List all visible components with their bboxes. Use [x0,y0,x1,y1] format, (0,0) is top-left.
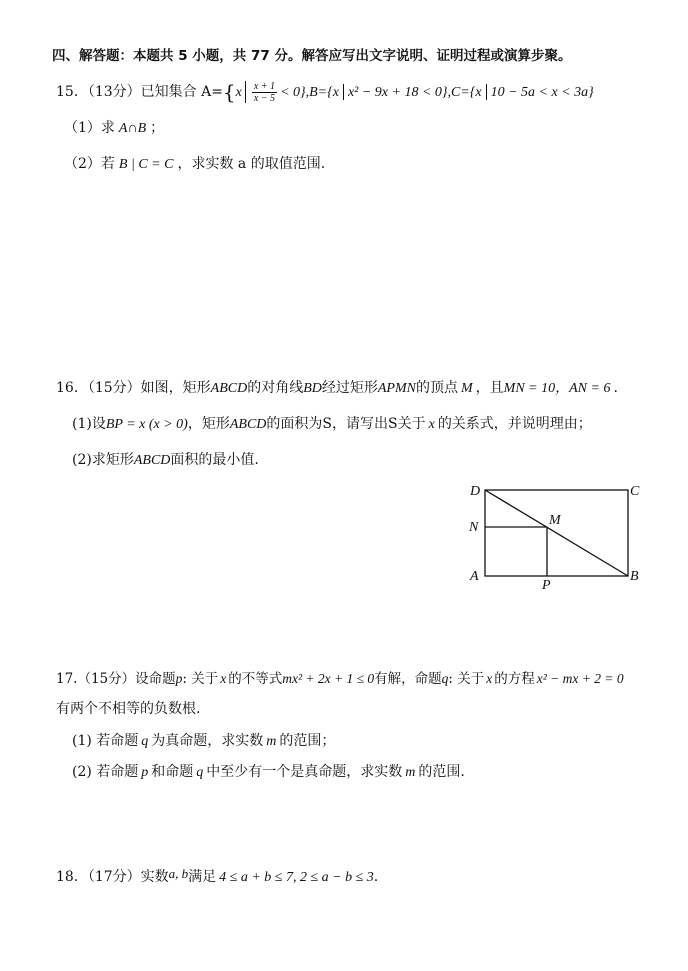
q17-part2-label: (2) 若命题 [72,764,139,780]
q16-abcd: ABCD [229,417,267,432]
q16-text: 的对角线 [247,380,304,396]
q16-text: 面积的最小值. [170,452,259,468]
q16-abcd: ABCD [210,381,248,396]
q17-inequality: mx² + 2x + 1 ≤ 0 [282,671,375,686]
q16-text: ，矩形 [187,416,230,432]
q15-part1-expr: A∩B [118,121,147,136]
q17-m: m [405,765,416,780]
q16-part1-label: (1)设 [72,416,106,432]
q17-part1 [72,731,335,752]
q17-text: 和命题 [151,764,194,780]
label-b: B [630,569,639,584]
q17-q: q [196,765,204,780]
q18-conditions: 4 ≤ a + b ≤ 7, 2 ≤ a − b ≤ 3 [219,870,374,885]
q15-part1-end: ； [150,120,165,136]
brace-open: { [222,80,236,104]
q17-equation: x² − mx + 2 = 0 [536,671,624,686]
q15-intro: 15．（13分）已知集合 A= [56,84,223,100]
frac-denominator: x − 5 [253,92,276,104]
set-bar [245,81,246,103]
q16-text: 的关系式，并说明理由； [437,416,592,432]
q15-part1-label: （1）求 [64,120,115,136]
q16-part2-label: (2)求矩形 [72,452,134,468]
q17-line2: 有两个不相等的负数根. [56,701,201,717]
q17-q: q [441,671,449,686]
q16-m: M [460,381,473,396]
q16-part2 [72,450,259,471]
set-bar [486,84,487,100]
q16-bd: BD [303,381,322,396]
q15-b-set: x² − 9x + 18 < 0},C={ [347,85,476,100]
q17-q: q [141,734,149,749]
q16-apmn: APMN [377,381,416,396]
q16-period: . [613,380,618,396]
q18-statement [56,864,378,888]
rectangle-figure [460,478,650,598]
q17-statement [56,669,624,689]
set-bar [343,84,344,100]
label-n: N [469,520,479,535]
q17-text: : 关于 [182,671,219,687]
q17-p: p [141,765,149,780]
q18-intro: 18．（17分）实数 [56,869,169,885]
q17-part1-label: (1) 若命题 [72,733,139,749]
q16-abcd: ABCD [133,453,171,468]
q17-p: p [175,671,183,686]
q17-x: x [220,671,227,686]
q15-fraction [252,81,277,104]
diagonal-bd [485,490,628,576]
q17-text: : 关于 [448,671,485,687]
q17-text: 有解，命题 [374,671,442,687]
q18-period: . [373,869,379,885]
q17-x: x [486,671,493,686]
q15-part2-expr: B | C = C [118,157,174,172]
label-c: C [630,484,640,499]
q17-text: 的不等式 [228,671,283,687]
q18-text: 满足 [188,869,217,885]
label-m: M [549,513,561,528]
q17-text: 的方程 [494,671,535,687]
q15-statement: 15．（13分）已知集合 A={x $\frac{x + 1}{x - 5}$ < 0},B={x x² − 9x + 18 < 0},C={x 10 − 5a < x < 3a} [56,80,594,104]
q17-intro: 17.（15分）设命题 [56,671,176,687]
q16-x: x [428,417,435,432]
q17-text: 的范围； [279,733,336,749]
label-a: A [470,569,479,584]
q17-text: 中至少有一个是真命题，求实数 [206,764,403,780]
q15-part2 [64,154,325,175]
q17-text: 为真命题，求实数 [151,733,264,749]
q16-text: 经过矩形 [321,380,378,396]
q16-given: MN = 10，AN = 6 [503,381,611,396]
q16-part1 [72,414,592,435]
q17-part2 [72,762,465,783]
section-header: 四、解答题：本题共 5 小题，共 77 分。解答应写出文字说明、证明过程或演算步聚。 [52,48,572,64]
q16-intro: 16．（15分）如图，矩形 [56,380,211,396]
q16-statement [56,378,618,399]
frac-numerator: x + 1 [253,80,276,92]
label-p: P [542,578,551,593]
q17-text: 的范围. [418,764,465,780]
q16-text: 的顶点 [415,380,458,396]
q16-text: ，且 [475,380,504,396]
q18-vars: a, b [168,866,189,881]
q15-part2-text: ，求实数 a 的取值范围. [177,156,326,172]
q15-part1 [64,118,164,139]
q16-part1-expr: BP = x (x > 0) [105,417,188,432]
q16-text: 的面积为S，请写出S关于 [266,416,426,432]
q15-a-tail: < 0},B={ [280,85,333,100]
label-d: D [470,484,481,499]
q15-c-set: 10 − 5a < x < 3a} [490,85,594,100]
q17-m: m [266,734,277,749]
q15-part2-label: （2）若 [64,156,115,172]
